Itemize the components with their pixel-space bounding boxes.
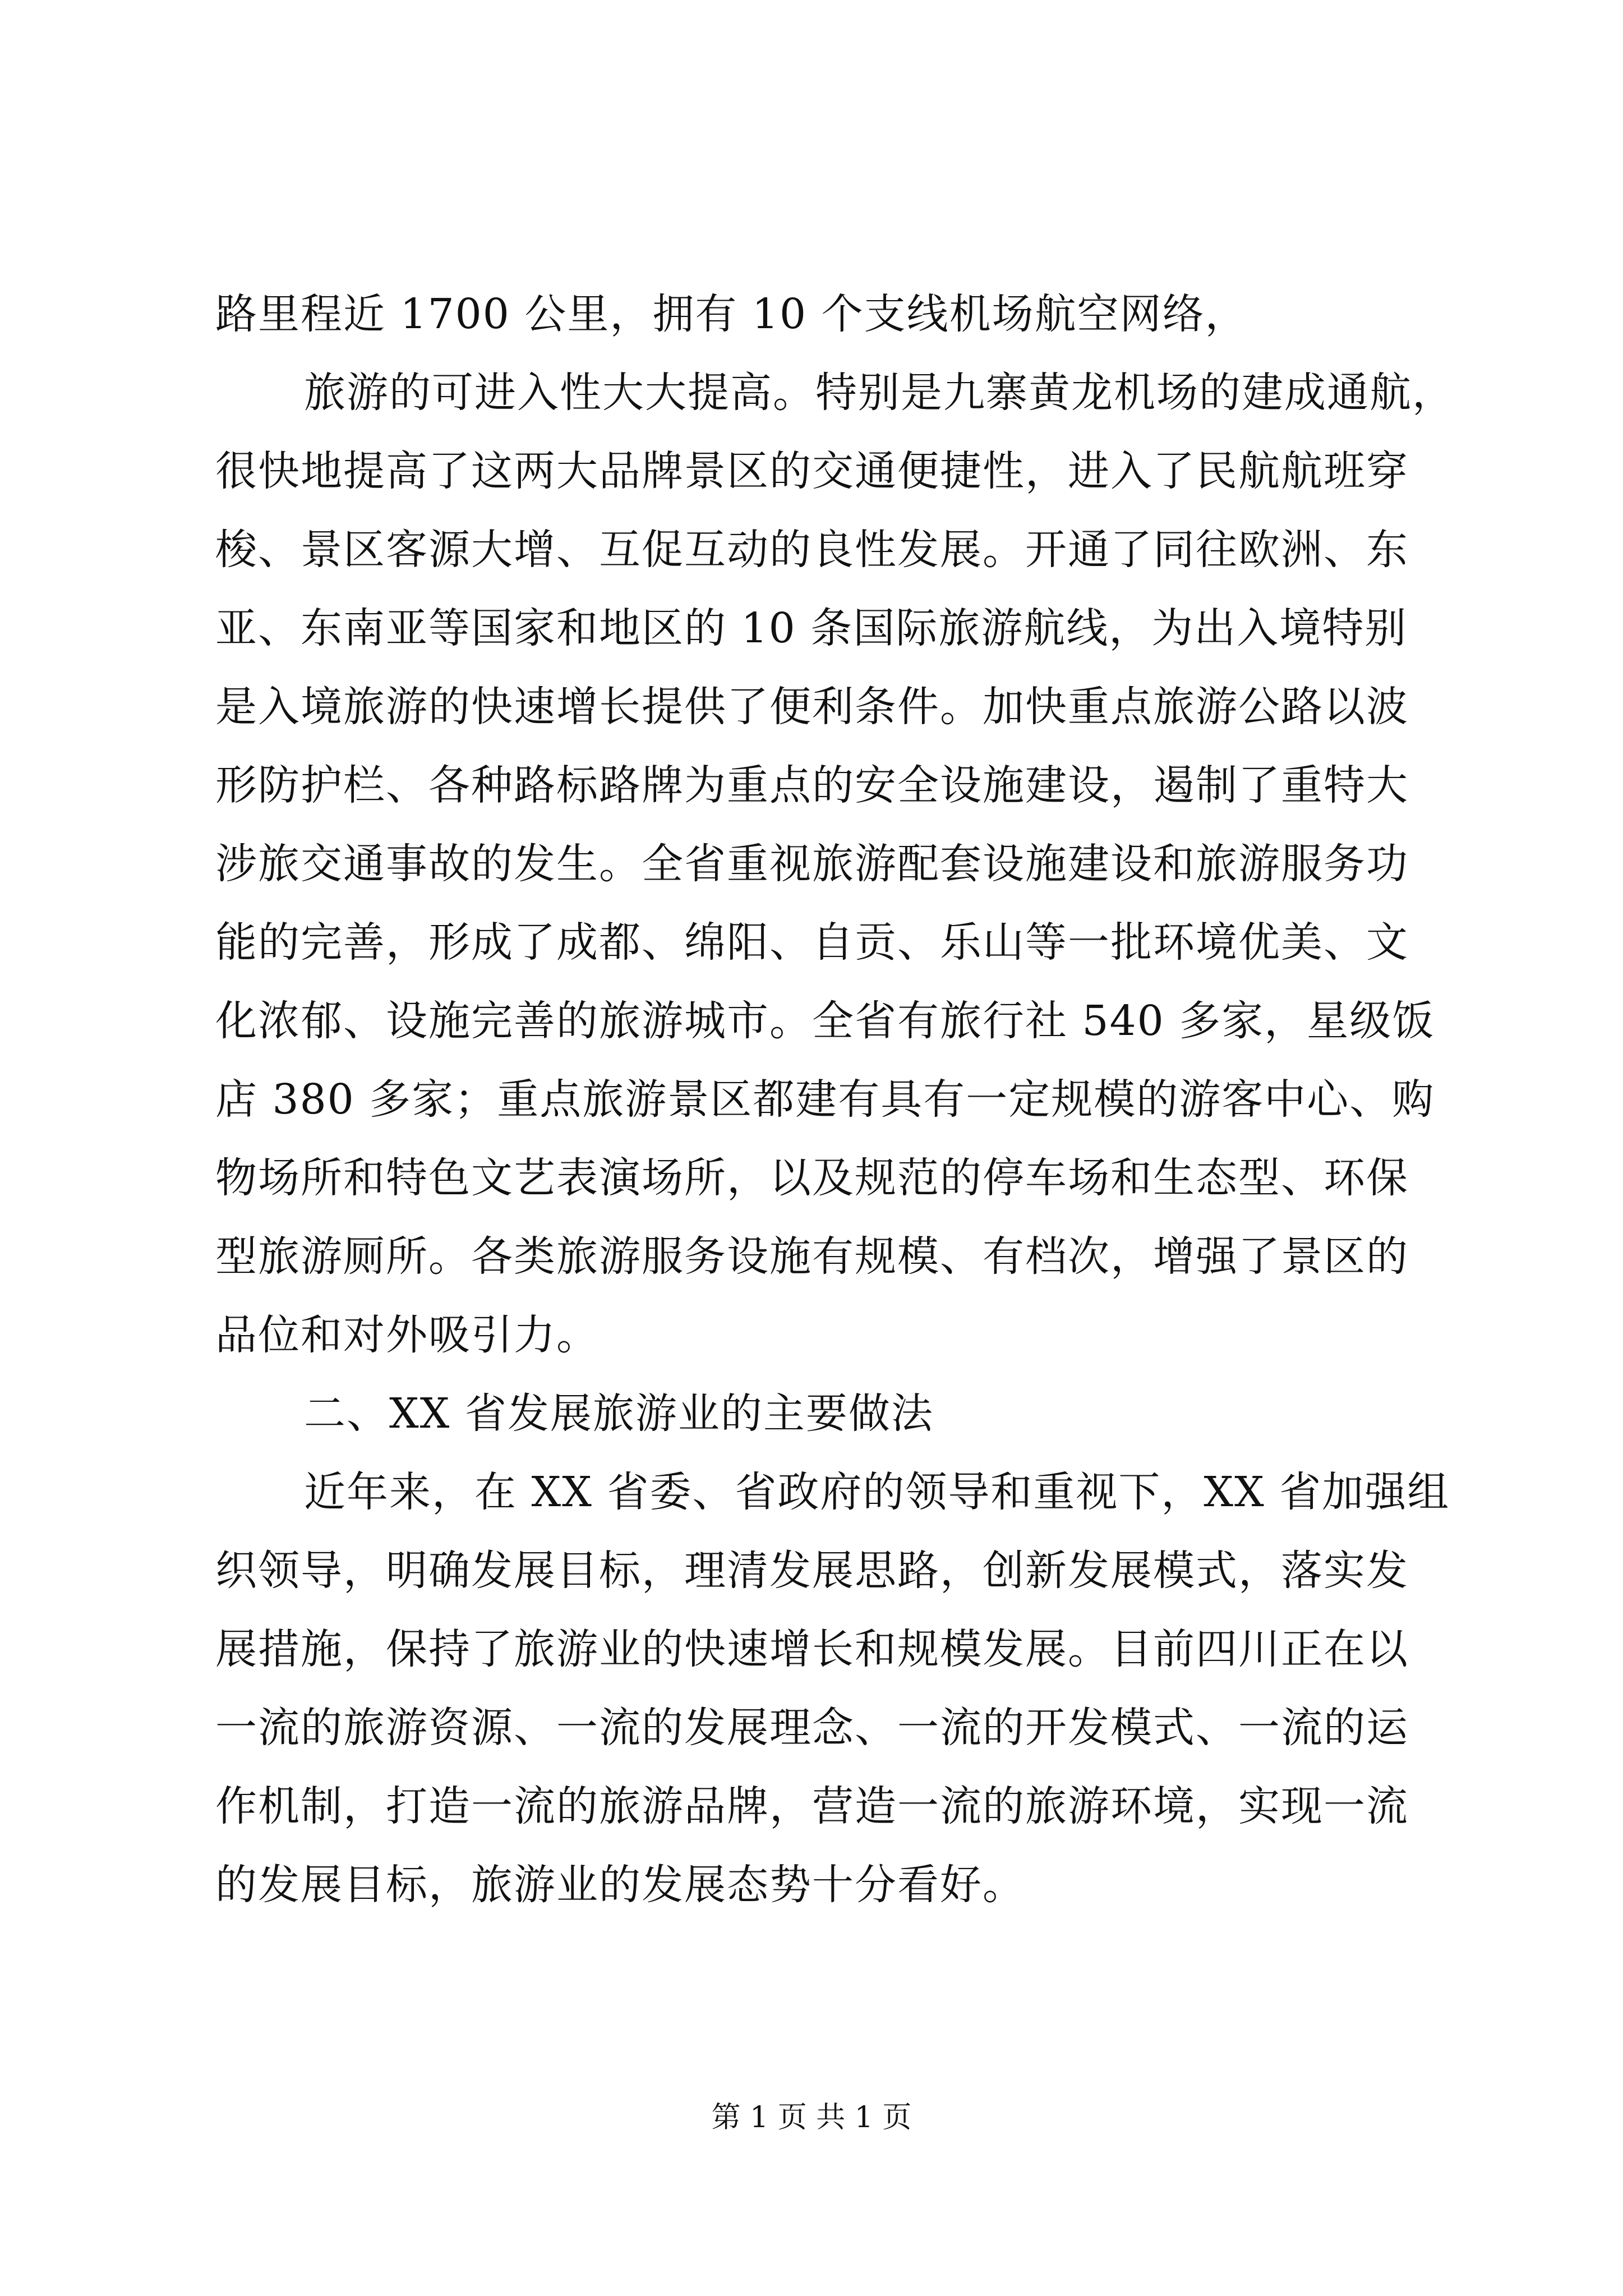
text-line: 近年来，在 XX 省委、省政府的领导和重视下，XX 省加强组 bbox=[304, 1468, 1450, 1516]
text-line: 展措施，保持了旅游业的快速增长和规模发展。目前四川正在以 bbox=[215, 1625, 1409, 1673]
text-line: 形防护栏、各种路标路牌为重点的安全设施建设，遏制了重特大 bbox=[215, 761, 1409, 809]
text-line: 一流的旅游资源、一流的发展理念、一流的开发模式、一流的运 bbox=[215, 1704, 1409, 1752]
text-line: 梭、景区客源大增、互促互动的良性发展。开通了同往欧洲、东 bbox=[215, 526, 1409, 574]
text-line: 物场所和特色文艺表演场所，以及规范的停车场和生态型、环保 bbox=[215, 1154, 1409, 1202]
text-line: 旅游的可进入性大大提高。特别是九寨黄龙机场的建成通航， bbox=[304, 369, 1455, 417]
text-line: 型旅游厕所。各类旅游服务设施有规模、有档次，增强了景区的 bbox=[215, 1232, 1409, 1281]
text-line: 能的完善，形成了成都、绵阳、自贡、乐山等一批环境优美、文 bbox=[215, 918, 1409, 967]
text-line: 的发展目标，旅游业的发展态势十分看好。 bbox=[215, 1861, 1025, 1909]
text-line: 店 380 多家；重点旅游景区都建有具有一定规模的游客中心、购 bbox=[215, 1075, 1435, 1124]
text-line: 涉旅交通事故的发生。全省重视旅游配套设施建设和旅游服务功 bbox=[215, 840, 1409, 888]
text-line: 作机制，打造一流的旅游品牌，营造一流的旅游环境，实现一流 bbox=[215, 1782, 1409, 1830]
text-line: 很快地提高了这两大品牌景区的交通便捷性，进入了民航航班穿 bbox=[215, 447, 1409, 495]
text-line: 品位和对外吸引力。 bbox=[215, 1311, 599, 1359]
text-line: 路里程近 1700 公里，拥有 10 个支线机场航空网络， bbox=[215, 290, 1248, 338]
text-line: 化浓郁、设施完善的旅游城市。全省有旅行社 540 多家，星级饭 bbox=[215, 997, 1435, 1045]
text-line: 亚、东南亚等国家和地区的 10 条国际旅游航线，为出入境特别 bbox=[215, 604, 1408, 652]
text-line: 是入境旅游的快速增长提供了便利条件。加快重点旅游公路以波 bbox=[215, 683, 1409, 731]
section-heading: 二、XX 省发展旅游业的主要做法 bbox=[304, 1389, 934, 1438]
page-number-footer: 第 1 页 共 1 页 bbox=[711, 2101, 912, 2134]
text-line: 织领导，明确发展目标，理清发展思路，创新发展模式，落实发 bbox=[215, 1547, 1409, 1595]
